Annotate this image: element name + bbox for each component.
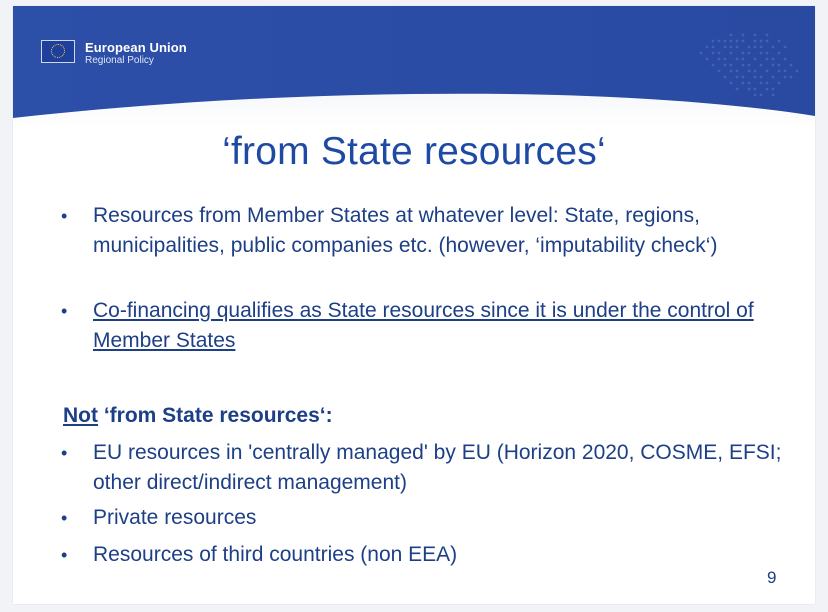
bullet-item: Resources of third countries (non EEA) [93,543,458,566]
bullet-item: EU resources in 'centrally managed' by EU (Horizon 2020, COSME, EFSI; other direct/indirect management) [93,441,782,494]
org-name: European Union [85,40,187,55]
not-heading [63,401,333,431]
slide [13,6,815,604]
slide-title: ‘from State resources‘ [222,130,606,173]
page-number: 9 [767,568,777,587]
not-heading-rest: ‘from State resources‘: [98,404,333,427]
bullet-glyph: • [61,301,68,321]
slide-body [13,6,815,604]
bullet-glyph: • [61,206,68,226]
bullet-item-underlined: Co-financing qualifies as State resources since it is under the control of Member States [93,299,754,352]
bullet-item: Resources from Member States at whatever level: State, regions, municipalities, public companies etc. (however, ‘imputability check‘) [93,204,718,257]
bullet-item: Private resources [93,506,257,529]
bullet-glyph: • [61,508,68,528]
bullet-glyph: • [61,443,68,463]
org-subtitle: Regional Policy [85,55,154,66]
bullet-glyph: • [61,545,68,565]
not-word: Not [63,404,98,427]
